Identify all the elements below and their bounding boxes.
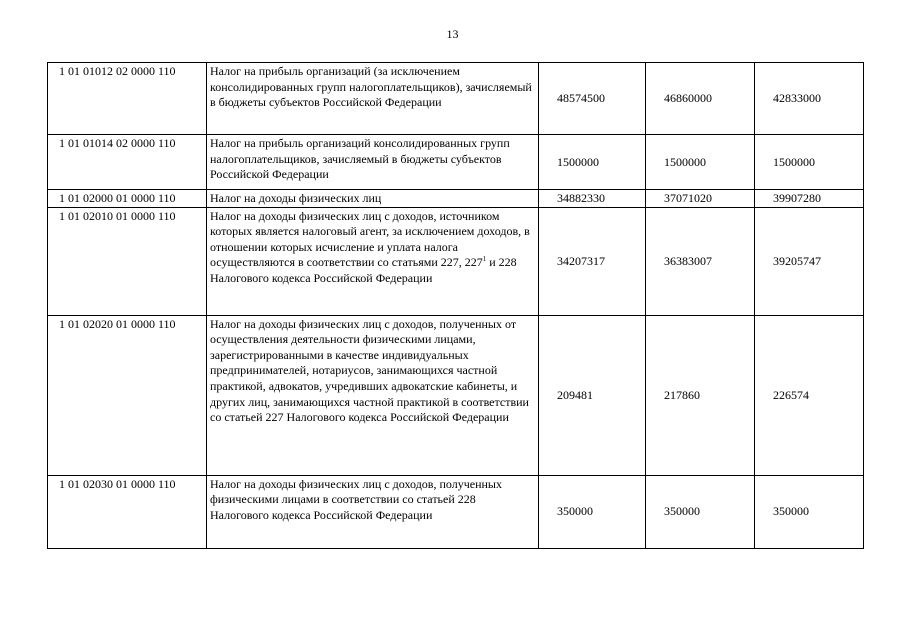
table-row (48, 63, 864, 135)
table-row (48, 135, 864, 190)
value-2023-cell: 46860000 (646, 63, 755, 135)
superscript-marker: 1 (482, 255, 487, 264)
description-cell: Налог на прибыль организаций (за исключением консолидированных групп налогоплательщиков), зачисляемый в бюджеты субъектов Российской Федерации (207, 63, 539, 135)
description-text: Налог на доходы физических лиц с доходов, источником которых является налоговый агент, за исключением доходов, в отношении которых исчисление и уплата налога осуществляются в соответствии со статьями 227, 227 (210, 208, 530, 270)
value-2023-cell: 36383007 (646, 207, 755, 315)
description-cell: Налог на доходы физических лиц с доходов, полученных физическими лицами в соответствии со статьей 228 Налогового кодекса Российской Федерации (207, 475, 539, 548)
value-2024-cell: 350000 (755, 475, 864, 548)
budget-code-cell: 1 01 02000 01 0000 110 (48, 190, 207, 208)
value-2022-cell: 1500000 (539, 135, 646, 190)
value-2024-cell: 39205747 (755, 207, 864, 315)
value-2022-cell: 34882330 (539, 190, 646, 208)
budget-code-cell: 1 01 02010 01 0000 110 (48, 207, 207, 315)
value-2023-cell: 350000 (646, 475, 755, 548)
page-number: 13 (446, 27, 459, 41)
description-cell: Налог на доходы физических лиц (207, 190, 539, 208)
table-row (48, 475, 864, 548)
description-cell (207, 207, 539, 315)
value-2024-cell: 1500000 (755, 135, 864, 190)
budget-code-cell: 1 01 02020 01 0000 110 (48, 315, 207, 475)
value-2023-cell: 1500000 (646, 135, 755, 190)
value-2022-cell: 48574500 (539, 63, 646, 135)
value-2023-cell: 217860 (646, 315, 755, 475)
value-2024-cell: 42833000 (755, 63, 864, 135)
description-cell: Налог на прибыль организаций консолидированных групп налогоплательщиков, зачисляемый в бюджеты субъектов Российской Федерации (207, 135, 539, 190)
table-row (48, 207, 864, 315)
value-2022-cell: 209481 (539, 315, 646, 475)
budget-table (47, 62, 864, 549)
value-2024-cell: 226574 (755, 315, 864, 475)
table-row (48, 315, 864, 475)
value-2023-cell: 37071020 (646, 190, 755, 208)
value-2022-cell: 350000 (539, 475, 646, 548)
table-row (48, 190, 864, 208)
budget-code-cell: 1 01 01012 02 0000 110 (48, 63, 207, 135)
value-2024-cell: 39907280 (755, 190, 864, 208)
budget-code-cell: 1 01 01014 02 0000 110 (48, 135, 207, 190)
description-text-end: и 228 Налогового кодекса Российской Федерации (210, 255, 517, 285)
budget-code-cell: 1 01 02030 01 0000 110 (48, 475, 207, 548)
value-2022-cell: 34207317 (539, 207, 646, 315)
description-cell: Налог на доходы физических лиц с доходов, полученных от осуществления деятельности физическими лицами, зарегистрированными в качестве индивидуальных предпринимателей, нотариусов, занимающихся частной практикой, адвокатов, учредивших адвокатские кабинеты, и других лиц, занимающихся частной практикой в соответствии со статьей 227 Налогового кодекса Российской Федерации (207, 315, 539, 475)
